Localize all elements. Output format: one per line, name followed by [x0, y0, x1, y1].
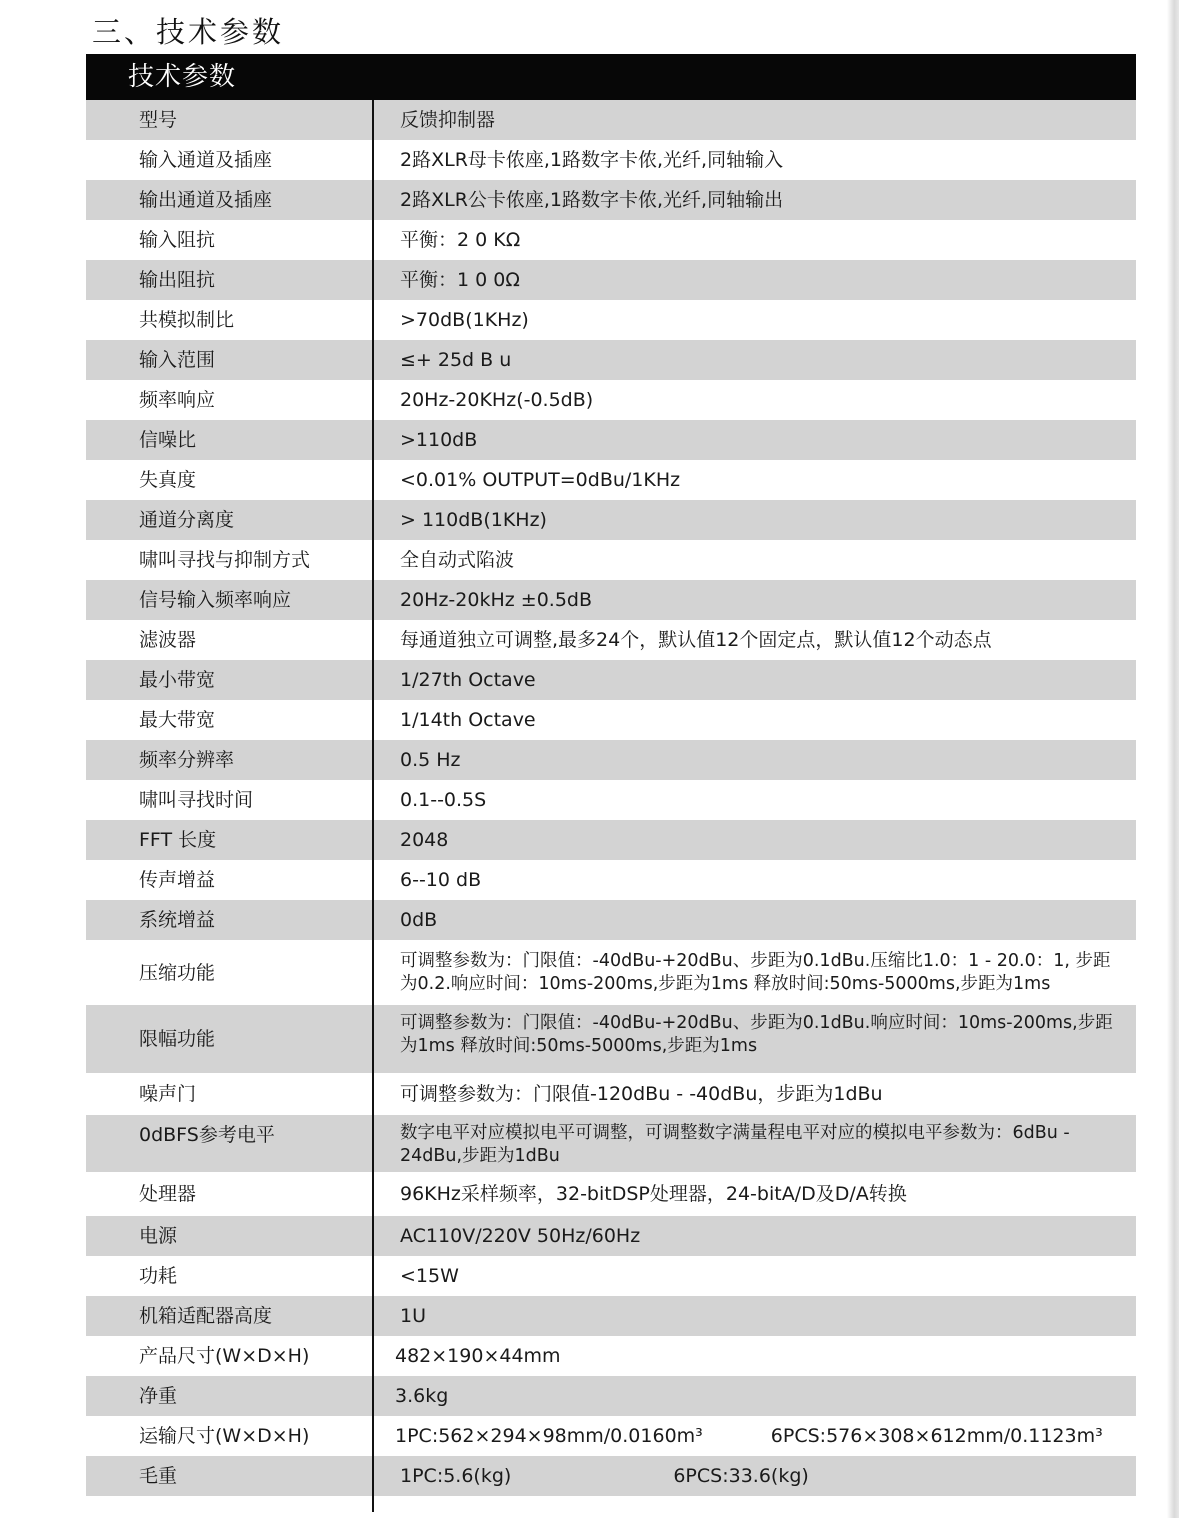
row-value: >110dB: [400, 429, 478, 451]
table-row: [86, 260, 1136, 300]
row-value: 96KHz采样频率，32-bitDSP处理器，24-bitA/D及D/A转换: [400, 1183, 907, 1205]
table-row: [86, 1073, 1136, 1115]
table-row: [86, 1115, 1136, 1172]
row-value: 1/27th Octave: [400, 669, 536, 691]
row-value-1pc: 1PC:562×294×98mm/0.0160m³: [395, 1425, 703, 1447]
row-label: 频率响应: [139, 389, 216, 411]
row-label: 限幅功能: [139, 1028, 216, 1050]
row-value: 全自动式陷波: [400, 549, 515, 571]
row-label: 机箱适配器高度: [139, 1305, 273, 1327]
row-label: 最大带宽: [139, 709, 216, 731]
row-value: 0.1--0.5S: [400, 789, 487, 811]
row-label: 产品尺寸(W×D×H): [139, 1345, 310, 1367]
row-value: 6--10 dB: [400, 869, 482, 891]
column-separator: [372, 100, 374, 1512]
row-label: 0dBFS参考电平: [139, 1124, 275, 1146]
table-row: [86, 300, 1136, 340]
row-label: 系统增益: [139, 909, 216, 931]
row-value: 0.5 Hz: [400, 749, 461, 771]
table-row: [86, 1216, 1136, 1256]
table-row: [86, 700, 1136, 740]
table-row: [86, 1172, 1136, 1216]
row-value: 1U: [400, 1305, 426, 1327]
table-row: [86, 1456, 1136, 1496]
spec-table: [86, 100, 1136, 1496]
row-value: 反馈抑制器: [400, 109, 496, 131]
row-label: 信号输入频率响应: [139, 589, 292, 611]
table-row: [86, 740, 1136, 780]
table-row: [86, 100, 1136, 140]
table-row: [86, 900, 1136, 940]
row-label: 输入通道及插座: [139, 149, 273, 171]
row-value: 482×190×44mm: [395, 1345, 561, 1367]
row-value-1pc: 1PC:5.6(kg): [400, 1465, 512, 1487]
row-value: 可调整参数为：门限值：-40dBu-+20dBu、步距为0.1dBu.压缩比1.0：1 - 20.0：1, 步距为0.2.响应时间：10ms-200ms,步距为1ms 释放时间:50ms-5000ms,步距为1ms: [400, 950, 1111, 994]
row-value: 数字电平对应模拟电平可调整，可调整数字满量程电平对应的模拟电平参数为：6dBu - 24dBu,步距为1dBu: [400, 1123, 1070, 1166]
table-row: [86, 580, 1136, 620]
row-value: 0dB: [400, 909, 438, 931]
row-value: AC110V/220V 50Hz/60Hz: [400, 1225, 641, 1247]
table-row: [86, 1376, 1136, 1416]
row-value: <15W: [400, 1265, 459, 1287]
table-row: [86, 540, 1136, 580]
table-row: [86, 1005, 1136, 1073]
table-row: [86, 780, 1136, 820]
row-label: 传声增益: [139, 869, 216, 891]
row-value: >70dB(1KHz): [400, 309, 529, 331]
table-row: [86, 180, 1136, 220]
row-label: 频率分辨率: [139, 749, 235, 771]
row-value: [400, 1456, 1126, 1496]
row-label: 失真度: [139, 469, 197, 491]
table-row: [86, 140, 1136, 180]
row-label: 最小带宽: [139, 669, 216, 691]
table-row: [86, 1296, 1136, 1336]
page-edge-shadow: [1167, 0, 1179, 1518]
row-label: 通道分离度: [139, 509, 235, 531]
row-value: 2048: [400, 829, 449, 851]
row-value: 1/14th Octave: [400, 709, 536, 731]
row-value-6pcs: 6PCS:33.6(kg): [673, 1465, 809, 1487]
row-value: 每通道独立可调整,最多24个，默认值12个固定点，默认值12个动态点: [400, 629, 992, 651]
table-row: [86, 660, 1136, 700]
row-value: 可调整参数为：门限值-120dBu - -40dBu，步距为1dBu: [400, 1083, 883, 1105]
row-value: 3.6kg: [395, 1385, 449, 1407]
row-label: 输入阻抗: [139, 229, 216, 251]
row-value: 平衡：1 0 0Ω: [400, 269, 520, 291]
row-label: 啸叫寻找与抑制方式: [139, 549, 311, 571]
row-label: 输入范围: [139, 349, 216, 371]
section-title: 三、技术参数: [92, 15, 285, 49]
row-label: 处理器: [139, 1183, 197, 1205]
row-label: 型号: [139, 109, 178, 131]
row-value-6pcs: 6PCS:576×308×612mm/0.1123m³: [770, 1425, 1103, 1447]
row-label: 滤波器: [139, 629, 197, 651]
row-label: 电源: [139, 1225, 178, 1247]
row-value: 平衡：2 0 KΩ: [400, 229, 521, 251]
table-title: 技术参数: [128, 62, 237, 92]
row-value: 20Hz-20kHz ±0.5dB: [400, 589, 593, 611]
row-label: 净重: [139, 1385, 178, 1407]
row-value: <0.01% OUTPUT=0dBu/1KHz: [400, 469, 681, 491]
row-label: 信噪比: [139, 429, 197, 451]
row-value: 2路XLR母卡侬座,1路数字卡侬,光纤,同轴输入: [400, 149, 784, 171]
row-value: 2路XLR公卡侬座,1路数字卡侬,光纤,同轴输出: [400, 189, 784, 211]
table-row: [86, 380, 1136, 420]
table-row: [86, 1256, 1136, 1296]
table-row: [86, 420, 1136, 460]
table-row: [86, 1336, 1136, 1376]
row-label: 共模拟制比: [139, 309, 235, 331]
row-label: 毛重: [139, 1465, 178, 1487]
row-value: 20Hz-20KHz(-0.5dB): [400, 389, 594, 411]
table-header: [86, 54, 1136, 100]
row-label: 输出阻抗: [139, 269, 216, 291]
table-row: [86, 860, 1136, 900]
row-label: FFT 长度: [139, 829, 217, 851]
row-label: 运输尺寸(W×D×H): [139, 1425, 310, 1447]
table-row: [86, 500, 1136, 540]
table-row: [86, 460, 1136, 500]
row-value: > 110dB(1KHz): [400, 509, 547, 531]
table-row: [86, 620, 1136, 660]
row-value: [395, 1416, 1126, 1456]
table-row: [86, 820, 1136, 860]
row-label: 噪声门: [139, 1083, 197, 1105]
table-row: [86, 220, 1136, 260]
table-row: [86, 340, 1136, 380]
table-row: [86, 940, 1136, 1005]
row-label: 压缩功能: [139, 961, 216, 984]
row-label: 功耗: [139, 1265, 178, 1287]
row-label: 输出通道及插座: [139, 189, 273, 211]
table-row: [86, 1416, 1136, 1456]
row-value: ≤+ 25d B u: [400, 349, 512, 371]
row-value: 可调整参数为：门限值：-40dBu-+20dBu、步距为0.1dBu.响应时间：10ms-200ms,步距为1ms 释放时间:50ms-5000ms,步距为1ms: [400, 1013, 1113, 1056]
row-label: 啸叫寻找时间: [139, 789, 254, 811]
